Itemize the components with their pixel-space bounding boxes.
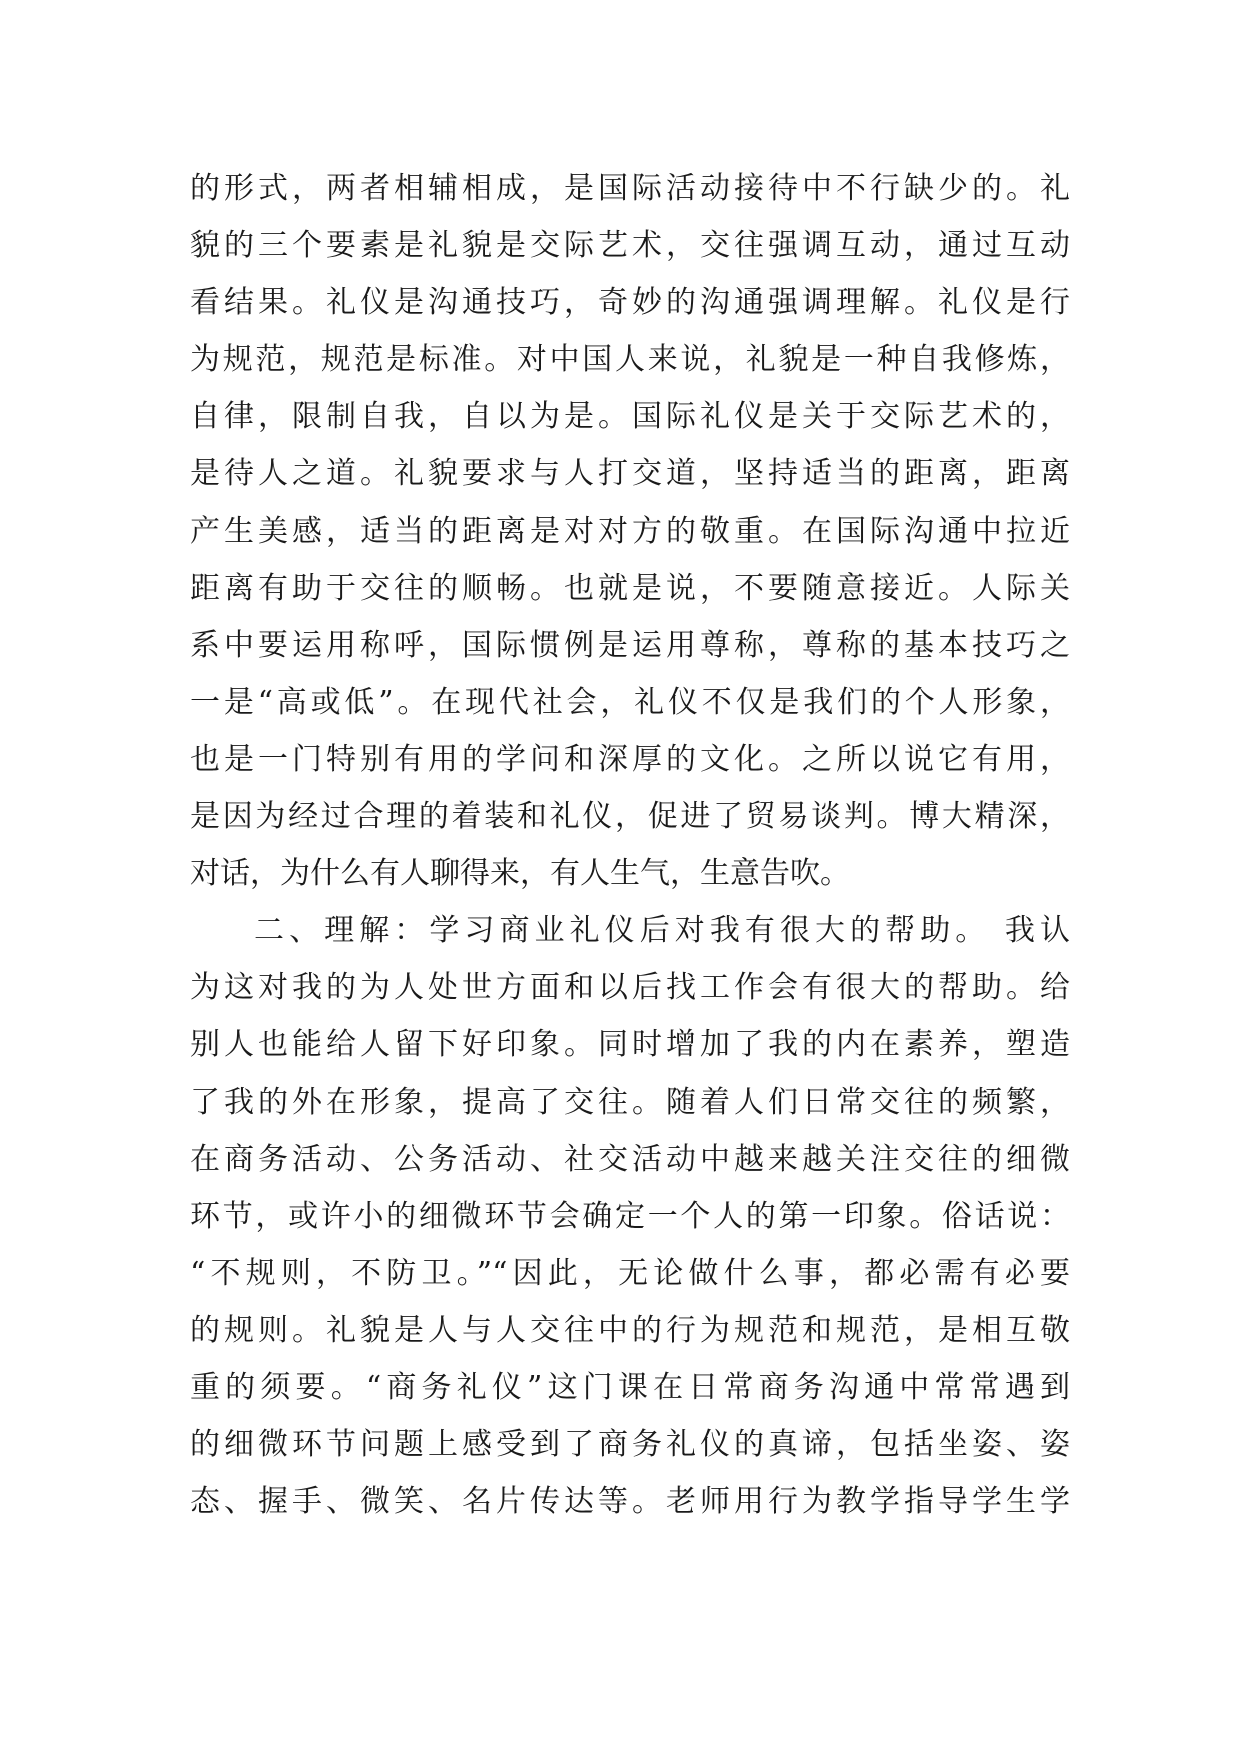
text-line: 一是“高或低”。在现代社会，礼仪不仅是我们的个人形象， xyxy=(190,684,1070,720)
paragraph-heading-line: 二、理解：学习商业礼仪后对我有很大的帮助。 我认 xyxy=(254,913,1070,949)
text-line: 了我的外在形象，提高了交往。随着人们日常交往的频繁， xyxy=(190,1084,1070,1120)
text-line: 距离有助于交往的顺畅。也就是说，不要随意接近。人际关 xyxy=(190,570,1070,606)
text-line: 态、握手、微笑、名片传达等。老师用行为教学指导学生学 xyxy=(190,1484,1070,1520)
text-line: 在商务活动、公务活动、社交活动中越来越关注交往的细微 xyxy=(190,1141,1070,1177)
text-line: 为这对我的为人处世方面和以后找工作会有很大的帮助。给 xyxy=(190,970,1070,1006)
text-line: 对话，为什么有人聊得来，有人生气，生意告吹。 xyxy=(190,856,850,892)
text-line: 的形式，两者相辅相成，是国际活动接待中不行缺少的。礼 xyxy=(190,171,1070,206)
text-line: 自律，限制自我，自以为是。国际礼仪是关于交际艺术的， xyxy=(190,399,1070,435)
text-line: 也是一门特别有用的学问和深厚的文化。之所以说它有用， xyxy=(190,741,1070,777)
text-line: 为规范，规范是标准。对中国人来说，礼貌是一种自我修炼， xyxy=(190,342,1070,378)
text-line: 系中要运用称呼，国际惯例是运用尊称，尊称的基本技巧之 xyxy=(190,627,1070,663)
text-line: 环节，或许小的细微环节会确定一个人的第一印象。俗话说： xyxy=(190,1198,1070,1234)
text-line: 看结果。礼仪是沟通技巧，奇妙的沟通强调理解。礼仪是行 xyxy=(190,285,1070,321)
text-line: “不规则，不防卫。”“因此，无论做什么事，都必需有必要 xyxy=(190,1255,1070,1291)
text-line: 的规则。礼貌是人与人交往中的行为规范和规范，是相互敬 xyxy=(190,1312,1070,1348)
text-line: 貌的三个要素是礼貌是交际艺术，交往强调互动，通过互动 xyxy=(190,228,1070,264)
text-line: 产生美感，适当的距离是对对方的敬重。在国际沟通中拉近 xyxy=(190,513,1070,549)
text-line: 的细微环节问题上感受到了商务礼仪的真谛，包括坐姿、姿 xyxy=(190,1427,1070,1463)
body-text xyxy=(190,160,1070,1530)
text-line: 是因为经过合理的着装和礼仪，促进了贸易谈判。博大精深， xyxy=(190,799,1070,835)
text-line: 重的须要。“商务礼仪”这门课在日常商务沟通中常常遇到 xyxy=(190,1369,1070,1405)
text-line: 是待人之道。礼貌要求与人打交道，坚持适当的距离，距离 xyxy=(190,456,1070,492)
text-line: 别人也能给人留下好印象。同时增加了我的内在素养，塑造 xyxy=(190,1027,1070,1063)
